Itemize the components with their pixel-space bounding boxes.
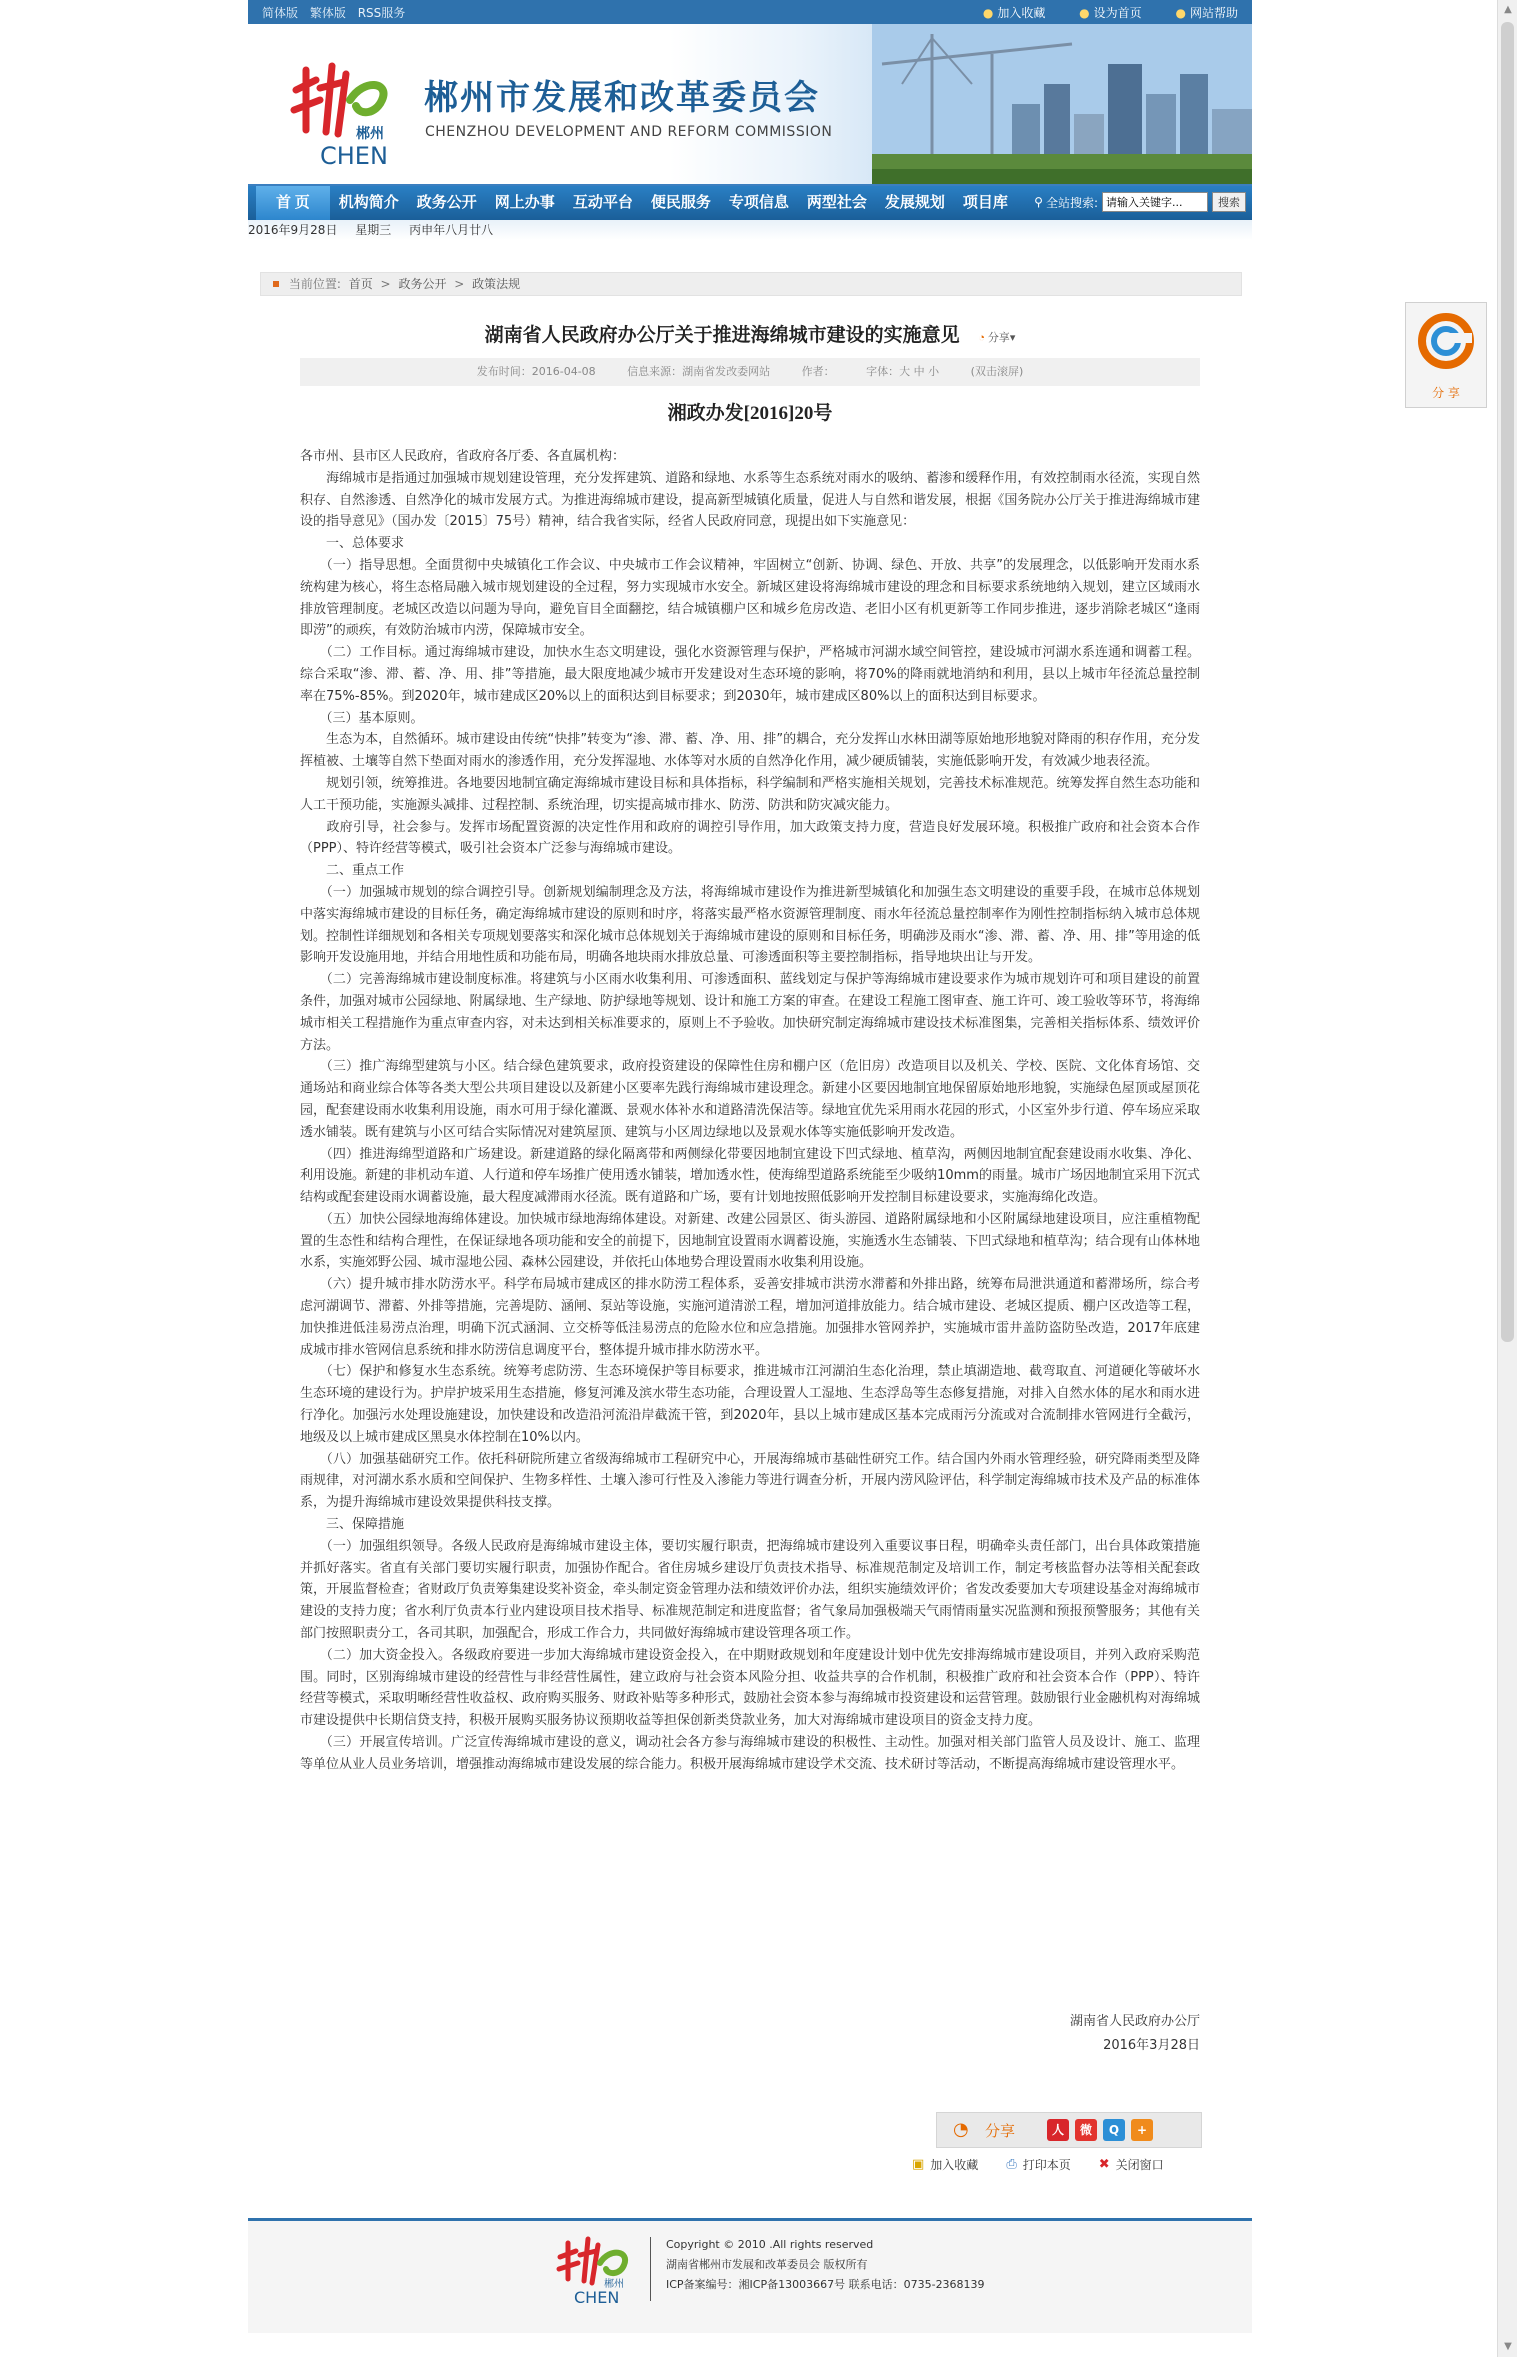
nav-interaction[interactable]: 互动平台 bbox=[572, 195, 633, 211]
nav-home[interactable]: 首 页 bbox=[256, 186, 330, 220]
search-label: 全站搜索: bbox=[1045, 195, 1098, 210]
print-tool[interactable]: ⎙ 打印本页 bbox=[1006, 2157, 1071, 2172]
breadcrumb bbox=[260, 272, 1242, 296]
article-paragraph: （四）推进海绵型道路和广场建设。新建道路的绿化隔离带和两侧绿化带要因地制宜建设下凹式绿地、植草沟，两侧因地制宜配套建设雨水收集、净化、利用设施。新建的非机动车道、人行道和停车场推广使用透水铺装，增加透水性，使海绵型道路系统能至少吸纳10mm的雨量。城市广场因地制宜采用下沉式结构或配套建设雨水调蓄设施，最大程度减滞雨水径流。既有道路和广场，要有计划地按照低影响开发控制目标建设要求，实施海绵化改造。 bbox=[300, 1146, 1200, 1206]
footer-copyright: Copyright © 2010 .All rights reserved bbox=[666, 2238, 874, 2251]
main-nav bbox=[248, 186, 1252, 220]
vertical-scrollbar[interactable] bbox=[1497, 0, 1517, 2357]
article-paragraph: 二、重点工作 bbox=[300, 863, 405, 879]
nav-two-type-society[interactable]: 两型社会 bbox=[806, 195, 867, 211]
article-title bbox=[248, 320, 1252, 347]
info-source: 信息来源：湖南省发改委网站 bbox=[627, 365, 771, 378]
svg-text:郴州: 郴州 bbox=[356, 126, 384, 142]
footer-icp: ICP备案编号：湘ICP备13003667号 联系电话：0735-2368139 bbox=[666, 2278, 985, 2291]
scroll-hint: (双击滚屏) bbox=[970, 365, 1024, 378]
title-share-button[interactable] bbox=[978, 332, 1015, 344]
footer-text bbox=[666, 2235, 985, 2295]
nav-about[interactable]: 机构简介 bbox=[338, 195, 399, 211]
author: 作者： bbox=[801, 365, 835, 378]
breadcrumb-policies[interactable]: 政策法规 bbox=[472, 277, 521, 291]
star-icon: ● bbox=[982, 5, 994, 20]
article-paragraph: 一、总体要求 bbox=[300, 536, 405, 552]
breadcrumb-gov-affairs[interactable]: 政务公开 bbox=[398, 277, 447, 291]
article-title-text: 湖南省人民政府办公厅关于推进海绵城市建设的实施意见 bbox=[484, 325, 960, 346]
svg-text:CHEN: CHEN bbox=[574, 2288, 620, 2305]
article-paragraph: 政府引导，社会参与。发挥市场配置资源的决定性作用和政府的调控引导作用，加大政策支持力度，营造良好发展环境。积极推广政府和社会资本合作（PPP）、特许经营等模式，吸引社会资本广泛参与海绵城市建设。 bbox=[300, 819, 1200, 857]
article-paragraph: （一）指导思想。全面贯彻中央城镇化工作会议、中央城市工作会议精神，牢固树立“创新、协调、绿色、开放、共享”的发展理念，以低影响开发雨水系统构建为核心，将生态格局融入城市规划建设的全过程，努力实现城市水安全。新城区建设将海绵城市建设的理念和目标要求系统地纳入规划，建立区域雨水排放管理制度。老城区改造以问题为导向，避免盲目全面翻挖，结合城镇棚户区和城乡危房改造、老旧小区有机更新等工作同步推进，逐步消除老城区“逢雨即涝”的顽疾，有效防治城市内涝，保障城市安全。 bbox=[300, 557, 1200, 639]
site-title: 郴州市发展和改革委员会 bbox=[424, 80, 820, 117]
article-paragraph: （三）基本原则。 bbox=[300, 710, 424, 726]
traditional-link[interactable]: 繁体版 bbox=[309, 5, 346, 20]
floating-share-label: 分 享 bbox=[1432, 386, 1460, 400]
article-paragraph: 三、保障措施 bbox=[300, 1517, 405, 1533]
help-link[interactable]: ● 网站帮助 bbox=[1175, 5, 1238, 20]
document-number: 湘政办发[2016]20号 bbox=[667, 403, 833, 424]
scrollbar-thumb[interactable] bbox=[1501, 22, 1514, 1342]
share-logo-icon bbox=[1406, 303, 1486, 383]
top-bar bbox=[248, 0, 1252, 24]
title-share-label: 分享 bbox=[987, 332, 1010, 344]
print-icon: ⎙ bbox=[1006, 2157, 1017, 2172]
svg-text:郴州: 郴州 bbox=[604, 2279, 624, 2290]
breadcrumb-home[interactable]: 首页 bbox=[348, 277, 373, 291]
footer bbox=[248, 2218, 1252, 2333]
sign-date: 2016年3月28日 bbox=[1103, 2038, 1200, 2053]
city-skyline-image bbox=[872, 24, 1252, 184]
article-paragraph: 海绵城市是指通过加强城市规划建设管理，充分发挥建筑、道路和绿地、水系等生态系统对雨水的吸纳、蓄渗和缓释作用，有效控制雨水径流，实现自然积存、自然渗透、自然净化的城市发展方式。为推进海绵城市建设，提高新型城镇化质量，促进人与自然和谐发展，根据《国务院办公厅关于推进海绵城市建设的指导意见》（国办发〔2015〕75号）精神，结合我省实际，经省人民政府同意，现提出如下实施意见： bbox=[300, 470, 1200, 530]
search-input[interactable] bbox=[1102, 192, 1208, 212]
breadcrumb-label: 当前位置: bbox=[288, 277, 341, 291]
site-subtitle: CHENZHOU DEVELOPMENT AND REFORM COMMISSION bbox=[425, 124, 833, 140]
share-bar-label[interactable]: 分享 bbox=[985, 2121, 1016, 2140]
article-body bbox=[300, 446, 1200, 1776]
chevron-down-icon: ▾ bbox=[1009, 332, 1016, 344]
close-window-tool[interactable]: ✖ 关闭窗口 bbox=[1098, 2157, 1164, 2172]
nav-dev-planning[interactable]: 发展规划 bbox=[884, 195, 945, 211]
article-paragraph: （二）工作目标。通过海绵城市建设，加快水生态文明建设，强化水资源管理与保护，严格城市河湖水域空间管控，建设城市河湖水系连通和调蓄工程。综合采取“渗、滞、蓄、净、用、排”等措施，最大限度地减少城市开发建设对生态环境的影响，将70%的降雨就地消纳和利用，县以上城市年径流总量控制率在75%-85%。到2020年，城市建成区20%以上的面积达到目标要求；到2030年，城市建成区80%以上的面积达到目标要求。 bbox=[300, 645, 1200, 704]
search-icon: ⚲ bbox=[1034, 195, 1043, 209]
home-icon: ● bbox=[1079, 5, 1090, 20]
sign-organization: 湖南省人民政府办公厅 bbox=[1069, 2014, 1200, 2029]
breadcrumb-separator: > bbox=[380, 277, 391, 291]
publish-date: 发布时间：2016-04-08 bbox=[476, 365, 596, 378]
date-bar bbox=[248, 220, 1252, 240]
article-paragraph: （三）推广海绵型建筑与小区。结合绿色建筑要求，政府投资建设的保障性住房和棚户区（危旧房）改造项目以及机关、学校、医院、文化体育场馆、交通场站和商业综合体等各类大型公共项目建设以及新建小区要率先践行海绵城市建设理念。新建小区要因地制宜地保留原始地形地貌，实施绿色屋顶或屋顶花园，配套建设雨水收集利用设施，雨水可用于绿化灌溉、景观水体补水和道路清洗保洁等。绿地宜优先采用雨水花园的形式，小区室外步行道、停车场应采取透水铺装。既有建筑与小区可结合实际情况对建筑屋顶、建筑与小区周边绿地以及景观水体等实施低影响开发改造。 bbox=[300, 1059, 1200, 1140]
share-renren-icon[interactable]: 人 bbox=[1047, 2119, 1069, 2141]
search-button[interactable]: 搜索 bbox=[1212, 192, 1246, 212]
article-paragraph: （二）完善海绵城市建设制度标准。将建筑与小区雨水收集利用、可渗透面积、蓝线划定与保护等海绵城市建设要求作为城市规划许可和项目建设的前置条件，加强对城市公园绿地、附属绿地、生产绿地、防护绿地等规划、设计和施工方案的审查。在建设工程施工图审查、施工许可、竣工验收等环节，将海绵城市相关工程措施作为重点审查内容，对未达到相关标准要求的，原则上不予验收。加快研究制定海绵城市建设技术标准图集，完善相关指标体系、绩效评价方法。 bbox=[300, 972, 1200, 1053]
scroll-down-icon[interactable]: ▼ bbox=[1504, 2341, 1512, 2352]
svg-text:CHEN: CHEN bbox=[320, 142, 388, 170]
page bbox=[248, 0, 1252, 2305]
header-banner bbox=[248, 24, 1252, 186]
help-icon: ● bbox=[1175, 5, 1186, 20]
floating-share-button[interactable] bbox=[1405, 302, 1487, 408]
font-size-switch[interactable]: 字体：大 中 小 bbox=[866, 365, 940, 378]
add-favorite-link[interactable]: ● 加入收藏 bbox=[982, 5, 1046, 20]
nav-project-library[interactable]: 项目库 bbox=[962, 195, 1008, 211]
date-text: 2016年9月28日 bbox=[248, 223, 338, 237]
article-paragraph: （二）加大资金投入。各级政府要进一步加大海绵城市建设资金投入，在中期财政规划和年度建设计划中优先安排海绵城市建设项目，并列入政府采购范围。同时，区别海绵城市建设的经营性与非经营性属性，建立政府与社会资本风险分担、收益共享的合作机制，积极推广政府和社会资本合作（PPP）、特许经营等模式，采取明晰经营性收益权、政府购买服务、财政补贴等多种形式，鼓励社会资本参与海绵城市投资建设和运营管理。鼓励银行业金融机构对海绵城市建设提供中长期信贷支持，积极开展购买服务协议预期收益等担保创新类贷款业务，加大对海绵城市建设项目的资金支持力度。 bbox=[300, 1647, 1200, 1729]
share-more-icon[interactable]: + bbox=[1131, 2119, 1153, 2141]
simplified-link[interactable]: 简体版 bbox=[262, 5, 299, 20]
footer-divider bbox=[650, 2237, 651, 2301]
breadcrumb-separator: > bbox=[454, 277, 465, 291]
article-meta bbox=[300, 358, 1200, 386]
nav-online-service[interactable]: 网上办事 bbox=[494, 195, 555, 211]
footer-owner: 湖南省郴州市发展和改革委员会 版权所有 bbox=[666, 2258, 868, 2271]
share-qq-icon[interactable]: Q bbox=[1103, 2119, 1125, 2141]
article-paragraph: 规划引领，统筹推进。各地要因地制宜确定海绵城市建设目标和具体指标，科学编制和严格实施相关规划，完善技术标准规范。统筹发挥自然生态功能和人工干预功能，实施源头减排、过程控制、系统治理，切实提高城市排水、防涝、防洪和防灾减灾能力。 bbox=[300, 775, 1200, 813]
site-logo[interactable] bbox=[286, 60, 398, 170]
article-paragraph: （一）加强城市规划的综合调控引导。创新规划编制理念及方法，将海绵城市建设作为推进新型城镇化和加强生态文明建设的重要手段，在城市总体规划中落实海绵城市建设的目标任务，确定海绵城市建设的原则和时序，将落实最严格水资源管理制度、雨水年径流总量控制率作为刚性控制指标纳入城市总体规划。控制性详细规划和各相关专项规划要落实和深化城市总体规划关于海绵城市建设的原则和目标任务，明确涉及雨水“渗、滞、蓄、净、用、排”等用途的低影响开发设施用地，并结合用地性质和功能布局，明确各地块雨水排放总量、可渗透面积等主要控制指标，指导地块出让与开发。 bbox=[300, 884, 1200, 966]
share-logo-icon: ◔ bbox=[953, 2119, 969, 2140]
favorite-icon: ▣ bbox=[912, 2157, 925, 2172]
site-search bbox=[1034, 192, 1246, 212]
set-homepage-link[interactable]: ● 设为首页 bbox=[1079, 5, 1142, 20]
add-favorite-tool[interactable]: ▣ 加入收藏 bbox=[912, 2157, 979, 2172]
share-bar bbox=[936, 2112, 1202, 2148]
article-paragraph: 各市州、县市区人民政府，省政府各厅委、各直属机构： bbox=[300, 449, 626, 464]
breadcrumb-bullet-icon bbox=[273, 281, 279, 287]
scroll-up-icon[interactable]: ▲ bbox=[1504, 4, 1512, 15]
article-paragraph: （七）保护和修复水生态系统。统筹考虑防涝、生态环境保护等目标要求，推进城市江河湖泊生态化治理，禁止填湖造地、截弯取直、河道硬化等破坏水生态环境的建设行为。护岸护坡采用生态措施，修复河滩及滨水带生态功能，合理设置人工湿地、生态浮岛等生态修复措施，对排入自然水体的尾水和雨水进行净化。加强污水处理设施建设，加快建设和改造沿河流沿岸截流干管，到2020年，县以上城市建成区基本完成雨污分流或对合流制排水管网进行全截污，地级及以上城市建成区黑臭水体控制在10%以内。 bbox=[300, 1364, 1200, 1445]
weekday-text: 星期三 bbox=[355, 223, 392, 237]
share-icon: ◔ bbox=[978, 332, 986, 344]
article-paragraph: （五）加快公园绿地海绵体建设。加快城市绿地海绵体建设。对新建、改建公园景区、街头游园、道路附属绿地和小区附属绿地建设项目，应注重植物配置的生态性和结构合理性，在保证绿地各项功能和安全的前提下，因地制宜设置雨水调蓄设施，实施透水生态铺装、下凹式绿地和植草沟；结合现有山体林地水系，实施郊野公园、城市湿地公园、森林公园建设，并依托山体地势合理设置雨水收集利用设施。 bbox=[300, 1211, 1200, 1271]
signature bbox=[1070, 2010, 1200, 2058]
nav-public-service[interactable]: 便民服务 bbox=[650, 195, 711, 211]
footer-logo bbox=[554, 2235, 634, 2305]
nav-special-info[interactable]: 专项信息 bbox=[728, 195, 789, 211]
article-paragraph: （三）开展宣传培训。广泛宣传海绵城市建设的意义，调动社会各方参与海绵城市建设的积极性、主动性。加强对相关部门监管人员及设计、施工、监理等单位从业人员业务培训，增强推动海绵城市建设发展的综合能力。积极开展海绵城市建设学术交流、技术研讨等活动，不断提高海绵城市建设管理水平。 bbox=[300, 1735, 1200, 1772]
close-icon: ✖ bbox=[1098, 2157, 1110, 2172]
rss-link[interactable]: RSS服务 bbox=[357, 5, 406, 20]
share-weibo-icon[interactable]: 微 bbox=[1075, 2119, 1097, 2141]
article-paragraph: （一）加强组织领导。各级人民政府是海绵城市建设主体，要切实履行职责，把海绵城市建设列入重要议事日程，明确牵头责任部门，出台具体政策措施并抓好落实。省直有关部门要切实履行职责，加强协作配合。省住房城乡建设厅负责技术指导、标准规范制定及培训工作，制定考核监督办法等相关配套政策，开展监督检查；省财政厅负责筹集建设奖补资金，牵头制定资金管理办法和绩效评价办法，组织实施绩效评价；省发改委要加大专项建设基金对海绵城市建设的支持力度；省水利厅负责本行业内建设项目技术指导、标准规范制定和进度监督；省气象局加强极端天气雨情雨量实况监测和预报预警服务；其他有关部门按照职责分工，各司其职，加强配合，形成工作合力，共同做好海绵城市建设管理各项工作。 bbox=[300, 1538, 1200, 1642]
article-paragraph: 生态为本，自然循环。城市建设由传统“快排”转变为“渗、滞、蓄、净、用、排”的耦合，充分发挥山水林田湖等原始地形地貌对降雨的积存作用，充分发挥植被、土壤等自然下垫面对雨水的渗透作用，充分发挥湿地、水体等对水质的自然净化作用，减少硬质铺装，实施低影响开发，有效减少地表径流。 bbox=[300, 732, 1200, 770]
nav-gov-affairs[interactable]: 政务公开 bbox=[416, 195, 477, 211]
page-tools bbox=[912, 2156, 1192, 2173]
article-paragraph: （六）提升城市排水防涝水平。科学布局城市建成区的排水防涝工程体系，妥善安排城市洪涝水滞蓄和外排出路，统筹布局泄洪通道和蓄滞场所，综合考虑河湖调节、滞蓄、外排等措施，完善堤防、涵闸、泵站等设施，实施河道清淤工程，增加河道排放能力。结合城市建设、老城区提质、棚户区改造等工程，加快推进低洼易涝点治理，明确下沉式涵洞、立交桥等低洼易涝点的危险水位和应急措施。加强排水管网养护，实施城市雷井盖防盗防坠改造，2017年底建成城市排水管网信息系统和排水防涝信息调度平台，整体提升城市排水防涝水平。 bbox=[300, 1277, 1200, 1358]
lunar-date-text: 丙申年八月廿八 bbox=[409, 223, 494, 237]
article-paragraph: （八）加强基础研究工作。依托科研院所建立省级海绵城市工程研究中心，开展海绵城市基础性研究工作。结合国内外雨水管理经验，研究降雨类型及降雨规律，对河湖水系水质和空间保护、生物多样性、土壤入渗可行性及入渗能力等进行调查分析，开展内涝风险评估，科学制定海绵城市技术及产品的标准体系，为提升海绵城市建设效果提供科技支撑。 bbox=[300, 1451, 1200, 1511]
